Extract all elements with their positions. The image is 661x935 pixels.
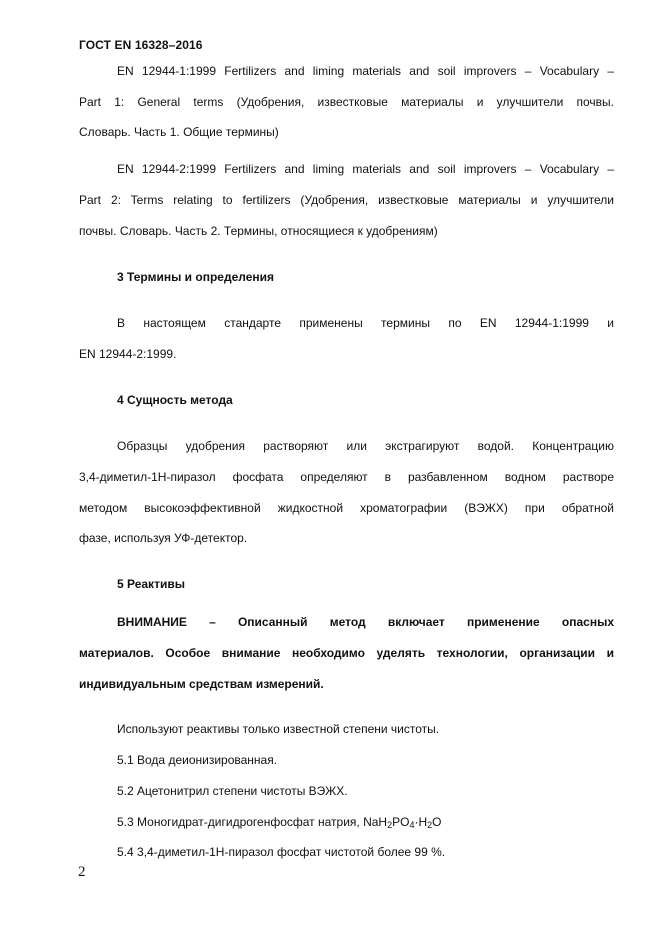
reagent-5-3: [117, 815, 614, 830]
page-number: 2: [78, 864, 86, 880]
ref2-line3: почвы. Словарь. Часть 2. Термины, относящиеся к удобрениям): [79, 224, 438, 238]
ref1-line1: EN 12944-1:1999 Fertilizers and liming materials and soil improvers – Vocabulary –: [117, 64, 614, 78]
warning-line1: ВНИМАНИЕ – Описанный метод включает применение опасных: [117, 615, 614, 629]
section4-line4: фазе, используя УФ-детектор.: [79, 531, 248, 545]
reagent-5-1: 5.1 Вода деионизированная.: [117, 753, 278, 767]
section4-title: 4 Сущность метода: [117, 393, 233, 407]
section5-title: 5 Реактивы: [117, 577, 185, 591]
warning-line3: индивидуальным средствам измерений.: [79, 677, 324, 691]
reagents-intro: Используют реактивы только известной степени чистоты.: [117, 722, 440, 736]
warning-line2: материалов. Особое внимание необходимо уделять технологии, организации и: [79, 646, 614, 660]
section3-line1: В настоящем стандарте применены термины по EN 12944-1:1999 и: [117, 316, 614, 330]
formula-tail: ·H: [414, 815, 428, 829]
formula-sub-1: 2: [387, 820, 393, 830]
ref2-line2: Part 2: Terms relating to fertilizers (Удобрения, известковые материалы и улучшители: [79, 193, 614, 207]
section4-line3: методом высокоэффективной жидкостной хроматографии (ВЭЖХ) при обратной: [79, 501, 614, 515]
document-header: ГОСТ EN 16328–2016: [79, 38, 203, 52]
formula-sub-2: 4: [409, 820, 415, 830]
formula-mid: PO: [392, 815, 410, 829]
formula-end: O: [432, 815, 442, 829]
section3-title: 3 Термины и определения: [117, 270, 275, 284]
ref1-line2: Part 1: General terms (Удобрения, известковые материалы и улучшители почвы.: [79, 95, 614, 109]
reagent-5-3-text: 5.3 Моногидрат-дигидрогенфосфат натрия, NaH: [117, 815, 388, 829]
formula-sub-3: 2: [427, 820, 433, 830]
reagent-5-4: 5.4 3,4-диметил-1H-пиразол фосфат чистотой более 99 %.: [117, 845, 446, 859]
reagent-5-2: 5.2 Ацетонитрил степени чистоты ВЭЖХ.: [117, 784, 348, 798]
section3-line2: EN 12944-2:1999.: [79, 347, 177, 361]
ref2-line1: EN 12944-2:1999 Fertilizers and liming materials and soil improvers – Vocabulary –: [117, 162, 614, 176]
section4-line1: Образцы удобрения растворяют или экстрагируют водой. Концентрацию: [117, 439, 614, 453]
section4-line2: 3,4-диметил-1H-пиразол фосфата определяют в разбавленном водном растворе: [79, 470, 614, 484]
ref1-line3: Словарь. Часть 1. Общие термины): [79, 125, 279, 139]
